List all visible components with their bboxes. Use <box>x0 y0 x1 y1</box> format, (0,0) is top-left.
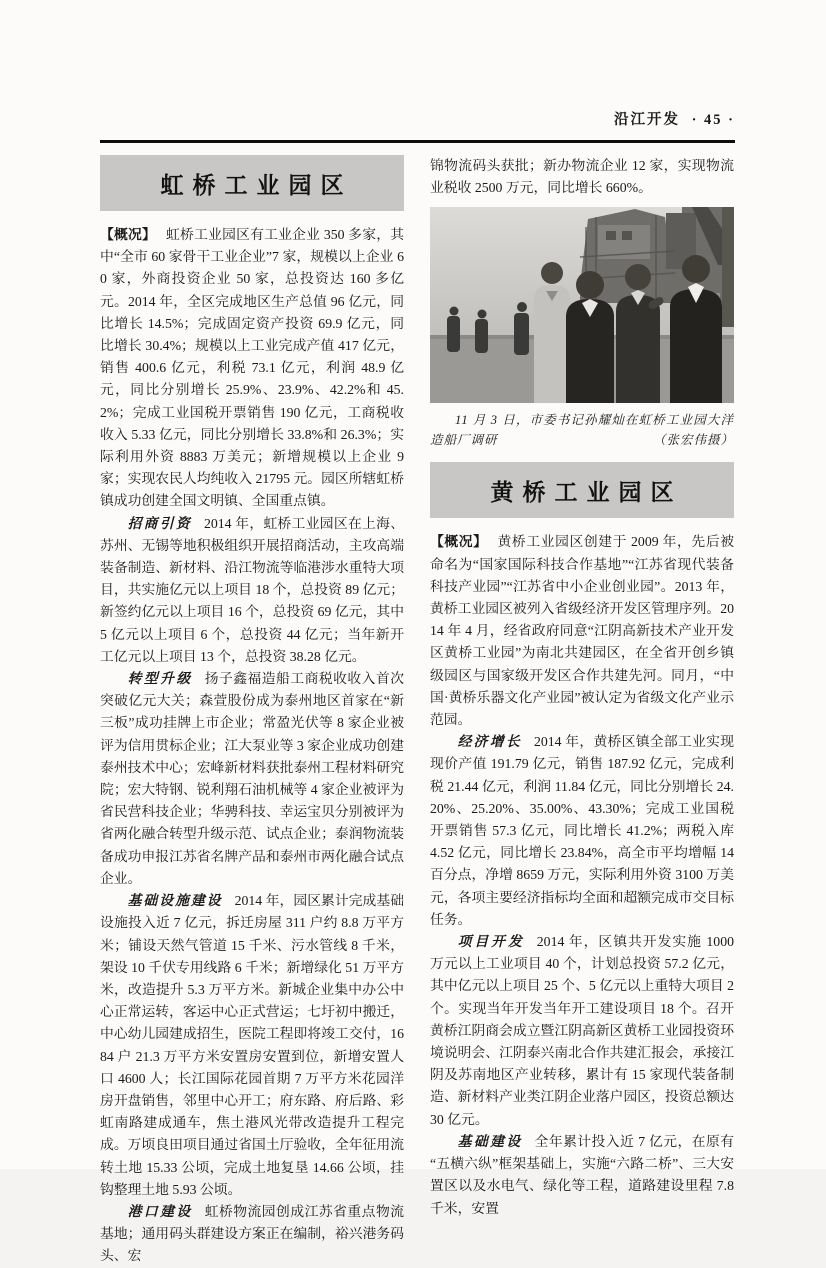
right-column <box>430 155 734 1220</box>
huangqiao-section-growth-text: 2014 年，黄桥区镇全部工业实现现价产值 191.79 亿元，销售 187.92 亿元，完成利税 21.44 亿元，利润 11.84 亿元，同比分别增长 24.20%、25.20%、35.00%、43.30%；完成工业国税开票销售 57.3 亿元，同比增长 41.2%；两税入库 4.52 亿元，同比增长 23.84%，高全市平均增幅 14 百分点，净增 8659 万元，实际利用外资 3100 万美元，各项主要经济指标均全面和超额完成市交目标任务。 <box>430 734 734 927</box>
sub-label-investment: 招商引资 <box>127 515 192 531</box>
shipyard-visit-photo <box>430 207 734 403</box>
hongqiao-section-port <box>100 1201 404 1268</box>
huangqiao-section-projects-text: 2014 年，区镇共开发实施 1000 万元以上工业项目 40 个，计划总投资 57.2 亿元，其中亿元以上项目 25 个、5 亿元以上重特大项目 2 个。实现当年开发当年开工建设项目 18 个。召开黄桥江阴商会成立暨江阴高新区黄桥工业园投资环境说明会、江阴泰兴南北合作共建汇报会，承接江阴及苏南地区产业转移，累计有 15 家现代装备制造、新材料产业类江阴企业落户园区，投资总额达 30 亿元。 <box>430 934 735 1127</box>
sub-label-projects: 项目开发 <box>457 934 525 950</box>
hongqiao-section-investment-text: 2014 年，虹桥工业园区在上海、苏州、无锡等地积极组织开展招商活动，主攻高端装备制造、新材料、沿江物流等临港涉水重特大项目，共实施亿元以上项目 18 个，总投资 89 亿元；新签约亿元以上项目 16 个，总投资 69 亿元，其中 5 亿元以上项目 6 个，总投资 44 亿元；当年新开工亿元以上项目 13 个，总投资 38.28 亿元。 <box>100 515 404 664</box>
sub-label-growth: 经济增长 <box>457 734 522 750</box>
hongqiao-overview-text: 虹桥工业园区有工业企业 350 多家，其中“全市 60 家骨干工业企业”7 家，规模以上企业 60 家，外商投资企业 50 家，总投资达 160 多亿元。2014 年，全区完成地区生产总值 96 亿元，同比增长 14.5%；完成固定资产投资 69.9 亿元，同比增长 30.4%；规模以上工业完成产值 417 亿元，销售 400.6 亿元，利税 73.1 亿元，利润 48.9 亿元，同比分别增长 25.9%、23.9%、42.2%和 45.2%；完成工业国税开票销售 190 亿元，工商税收收入 5.33 亿元，同比分别增长 33.8%和 26.3%；实际利用外资 8883 万美元；新增规模以上企业 9 家；实现农民人均纯收入 21795 元。园区所辖虹桥镇成功创建全国文明镇、全国重点镇。 <box>100 227 405 509</box>
page-number: · 45 · <box>691 112 735 128</box>
overview-label: 【概况】 <box>100 227 157 242</box>
huangqiao-section-growth <box>430 731 734 931</box>
sub-label-infrastructure: 基础设施建设 <box>127 893 223 909</box>
hongqiao-section-port-text: 虹桥物流园创成江苏省重点物流基地；通用码头群建设方案正在编制，裕兴港务码头、宏 <box>100 1203 405 1264</box>
two-column-layout <box>100 155 735 1268</box>
section-title-huangqiao-text: 黄桥工业园区 <box>490 479 683 505</box>
huangqiao-section-construction <box>430 1131 734 1220</box>
hongqiao-section-transformation-text: 扬子鑫福造船工商税收收入首次突破亿元大关；森萱股份成为泰州地区首家在“新三板”成功挂牌上市企业；常盈光伏等 8 家企业被评为信用贯标企业；江大泵业等 3 家企业成功创建泰州技术中心；宏峰新材料获批泰州工程材料研究院；宏大特钢、锐利翔石油机械等 4 家企业被评为省民营科技企业；华骋科技、幸运宝贝分别被评为省两化融合转型升级示范、试点企业；泰润物流装备成功申报江苏省名牌产品和泰州市两化融合试点企业。 <box>100 671 405 886</box>
header-rule <box>100 140 735 143</box>
running-head-title: 沿江开发 <box>613 112 680 128</box>
photo-credit: （张宏伟摄） <box>652 433 734 448</box>
section-title-hongqiao-text: 虹桥工业园区 <box>160 172 353 198</box>
news-photo-figure <box>430 207 734 450</box>
huangqiao-overview-paragraph <box>430 531 734 731</box>
overview-label: 【概况】 <box>430 534 488 550</box>
section-title-hongqiao <box>100 155 404 211</box>
hongqiao-section-investment <box>100 513 404 668</box>
photo-caption-text: 11 月 3 日，市委书记孙耀灿在虹桥工业园大洋造船厂调研 <box>430 413 734 448</box>
running-head <box>100 108 735 134</box>
huangqiao-section-construction-text: 全年累计投入近 7 亿元，在原有“五横六纵”框架基础上，实施“六路二桥”、三大安置区以及水电气、绿化等工程，道路建设里程 7.8 千米，安置 <box>430 1133 735 1216</box>
hongqiao-section-infrastructure <box>100 890 404 1201</box>
photo-caption <box>430 410 734 450</box>
hongqiao-section-infrastructure-text: 2014 年，园区累计完成基础设施投入近 7 亿元，拆迁房屋 311 户约 8.8 万平方米；铺设天然气管道 15 千米、污水管线 8 千米，架设 10 千伏专用线路 6 千米；新增绿化 51 万平方米，改造提升 5.3 万平方米。新城企业集中办公中心正常运转，客运中心正式营运；七圩初中搬迁，中心幼儿园建成招生，医院工程即将竣工交付，1684 户 21.3 万平方米安置房安置到位，新增安置人口 4600 人；长江国际花园首期 7 万平方米花园洋房开盘销售，邻里中心开工；府东路、府后路、彩虹南路建成通车，焦土港风光带改造提升工程完成。万顷良田项目通过省国土厅验收，全年征用流转土地 15.33 公顷，完成土地复垦 14.66 公顷，挂钩整理土地 5.93 公顷。 <box>100 893 405 1197</box>
huangqiao-overview-text: 黄桥工业园区创建于 2009 年，先后被命名为“国家国际科技合作基地”“江苏省现代装备科技产业园”“江苏省中小企业创业园”。2013 年，黄桥工业园区被列入省级经济开发区管理序列。2014 年 4 月，经省政府同意“江阴高新技术产业开发区黄桥工业园”为南北共建园区，在全省开创乡镇级园区与国家级开发区合作共建先河。同月，“中国·黄桥乐器文化产业园”被认定为省级文化产业示范园。 <box>430 534 735 728</box>
huangqiao-section-projects <box>430 931 734 1131</box>
continuation-paragraph: 锦物流码头获批；新办物流企业 12 家，实现物流业税收 2500 万元，同比增长 660%。 <box>430 158 734 196</box>
sub-label-transformation: 转型升级 <box>127 671 193 687</box>
section-title-huangqiao <box>430 462 734 518</box>
sub-label-port: 港口建设 <box>127 1203 193 1219</box>
hongqiao-overview-paragraph <box>100 224 404 513</box>
left-column <box>100 155 404 1268</box>
hongqiao-section-transformation <box>100 668 404 890</box>
sub-label-construction: 基础建设 <box>457 1133 523 1149</box>
